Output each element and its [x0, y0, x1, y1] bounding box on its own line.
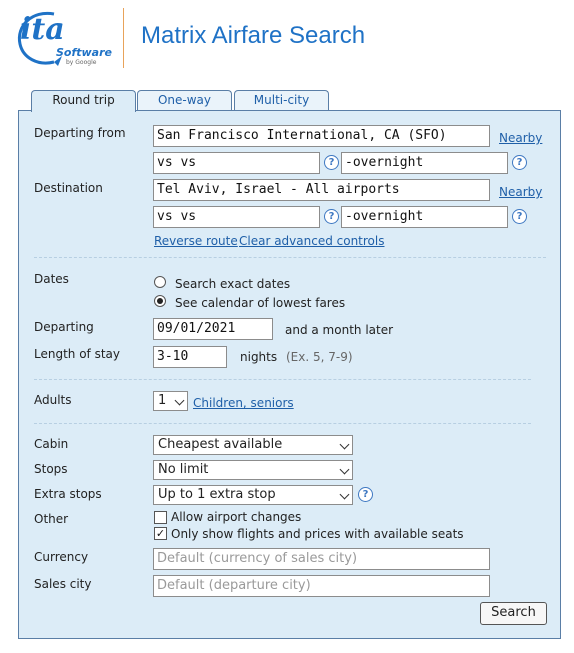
destination-input[interactable]: Tel Aviv, Israel - All airports [153, 179, 490, 201]
departing-suffix: and a month later [285, 323, 394, 337]
stay-unit: nights [240, 350, 278, 364]
children-seniors-link[interactable]: Children, seniors [193, 396, 294, 410]
chevron-down-icon [340, 490, 350, 500]
logo-sub: Software [56, 46, 112, 59]
stops-label: Stops [34, 462, 68, 476]
destination-nearby-link[interactable]: Nearby [499, 185, 543, 199]
search-button[interactable]: Search [480, 602, 547, 625]
radio-exact-dates-label: Search exact dates [175, 277, 291, 291]
logo-by: by Google [66, 59, 97, 66]
origin-nearby-link[interactable]: Nearby [499, 131, 543, 145]
tab-round-trip[interactable]: Round trip [31, 90, 136, 112]
destination-label: Destination [34, 181, 103, 195]
currency-input[interactable]: Default (currency of sales city) [153, 548, 490, 570]
help-icon[interactable]: ? [324, 155, 339, 170]
departing-date-input[interactable]: 09/01/2021 [153, 318, 273, 340]
origin-vs-input[interactable]: vs vs [153, 152, 320, 174]
extra-stops-select-value: Up to 1 extra stop [158, 487, 276, 502]
section-divider [34, 379, 531, 380]
dates-label: Dates [34, 272, 69, 286]
radio-exact-dates[interactable] [154, 276, 166, 288]
help-icon[interactable]: ? [512, 155, 527, 170]
sales-city-label: Sales city [34, 577, 92, 591]
logo-text: ita [20, 12, 65, 47]
allow-airport-changes-label: Allow airport changes [171, 510, 302, 524]
header-divider [123, 8, 124, 68]
chevron-down-icon [340, 465, 350, 475]
sales-city-input[interactable]: Default (departure city) [153, 575, 490, 597]
destination-vs-input[interactable]: vs vs [153, 206, 320, 228]
help-icon[interactable]: ? [358, 487, 373, 502]
tab-one-way[interactable]: One-way [137, 90, 232, 110]
tab-multi-city[interactable]: Multi-city [234, 90, 329, 110]
available-seats-label: Only show flights and prices with available seats [171, 527, 464, 541]
adults-select-value: 1 [158, 393, 167, 408]
extra-stops-label: Extra stops [34, 487, 102, 501]
destination-overnight-input[interactable]: -overnight [341, 206, 508, 228]
cabin-select[interactable] [153, 435, 353, 455]
app-title: Matrix Airfare Search [141, 22, 366, 49]
stay-input[interactable]: 3-10 [153, 346, 227, 368]
currency-label: Currency [34, 550, 89, 564]
radio-calendar-label: See calendar of lowest fares [175, 296, 346, 310]
origin-input[interactable]: San Francisco International, CA (SFO) [153, 125, 490, 147]
other-label: Other [34, 512, 69, 526]
stay-hint: (Ex. 5, 7-9) [286, 350, 353, 364]
stay-label: Length of stay [34, 347, 120, 361]
stops-select-value: No limit [158, 462, 209, 477]
section-divider [34, 423, 531, 424]
cabin-select-value: Cheapest available [158, 437, 283, 452]
available-seats-checkbox[interactable]: ✓ [155, 527, 166, 540]
allow-airport-changes-checkbox[interactable] [154, 511, 167, 524]
origin-overnight-input[interactable]: -overnight [341, 152, 508, 174]
departing-label: Departing [34, 320, 94, 334]
help-icon[interactable]: ? [324, 209, 339, 224]
help-icon[interactable]: ? [512, 209, 527, 224]
cabin-label: Cabin [34, 437, 69, 451]
origin-label: Departing from [34, 126, 126, 140]
extra-stops-select[interactable] [153, 485, 353, 505]
chevron-down-icon [340, 440, 350, 450]
stops-select[interactable] [153, 460, 353, 480]
section-divider [34, 257, 546, 258]
clear-advanced-link[interactable]: Clear advanced controls [239, 234, 385, 248]
adults-select[interactable] [153, 391, 188, 411]
chevron-down-icon [175, 396, 185, 406]
adults-label: Adults [34, 393, 72, 407]
radio-calendar[interactable] [154, 295, 166, 307]
reverse-route-link[interactable]: Reverse route [154, 234, 238, 248]
